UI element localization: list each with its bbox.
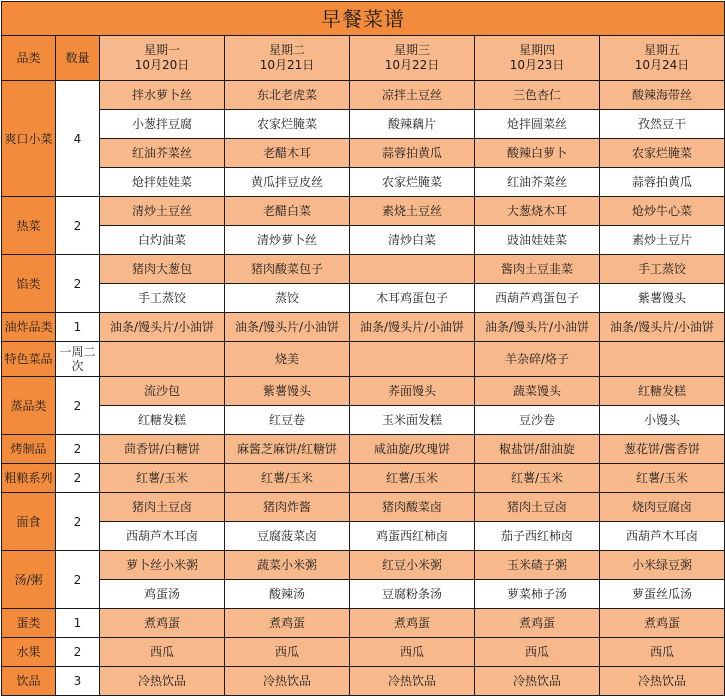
dish-cell: 鸡蛋西红柿卤 [350,522,475,551]
dish-cell: 红豆卷 [225,406,350,435]
menu-row [2,226,725,255]
dish-cell: 蒜蓉拍黄瓜 [350,139,475,168]
dish-cell: 油条/馒头片/小油饼 [475,313,600,342]
category-header: 品类 [2,36,56,81]
dish-cell: 豆腐菠菜卤 [225,522,350,551]
dish-cell: 三色杏仁 [475,81,600,110]
menu-row [2,580,725,609]
dish-cell [350,342,475,377]
dish-cell: 红油芥菜丝 [100,139,225,168]
dish-cell: 煮鸡蛋 [350,609,475,638]
dish-cell: 冷热饮品 [600,667,725,696]
menu-row [2,609,725,638]
dish-cell: 清炒萝卜丝 [225,226,350,255]
dish-cell: 白灼油菜 [100,226,225,255]
dish-cell: 猪肉大葱包 [100,255,225,284]
day-header [100,36,225,81]
dish-cell: 红薯/玉米 [600,464,725,493]
dish-cell: 豆腐粉条汤 [350,580,475,609]
category-cell: 馅类 [2,255,56,313]
dish-cell: 冷热饮品 [350,667,475,696]
day-header [350,36,475,81]
quantity-cell: 4 [56,81,100,197]
dish-cell: 蔬菜小米粥 [225,551,350,580]
dish-cell: 煮鸡蛋 [600,609,725,638]
menu-title: 早餐菜谱 [2,2,725,36]
dish-cell: 西瓜 [350,638,475,667]
dish-cell: 油条/馒头片/小油饼 [350,313,475,342]
menu-row [2,197,725,226]
dish-cell: 茴香饼/白糖饼 [100,435,225,464]
category-cell: 汤/粥 [2,551,56,609]
dish-cell: 黄瓜拌豆皮丝 [225,168,350,197]
dish-cell: 煮鸡蛋 [475,609,600,638]
dish-cell: 西葫芦鸡蛋包子 [475,284,600,313]
dish-cell: 猪肉土豆卤 [475,493,600,522]
dish-cell: 小米绿豆粥 [600,551,725,580]
quantity-cell: 2 [56,435,100,464]
dish-cell: 红豆小米粥 [350,551,475,580]
menu-row [2,667,725,696]
weekday-label: 星期五 [644,43,681,57]
dish-cell: 西瓜 [100,638,225,667]
dish-cell: 猪肉炸酱 [225,493,350,522]
dish-cell: 烧肉豆腐卤 [600,493,725,522]
dish-cell: 红糖发糕 [100,406,225,435]
dish-cell: 拌水萝卜丝 [100,81,225,110]
category-cell: 面食 [2,493,56,551]
menu-row [2,284,725,313]
dish-cell: 荞面馒头 [350,377,475,406]
dish-cell: 豉油娃娃菜 [475,226,600,255]
quantity-cell: 3 [56,667,100,696]
menu-row [2,638,725,667]
dish-cell: 西葫芦木耳卤 [600,522,725,551]
dish-cell [350,255,475,284]
menu-row [2,168,725,197]
quantity-header: 数量 [56,36,100,81]
dish-cell: 红薯/玉米 [100,464,225,493]
dish-cell: 冷热饮品 [225,667,350,696]
dish-cell: 紫薯馒头 [225,377,350,406]
dish-cell: 猪肉土豆卤 [100,493,225,522]
date-label: 10月24日 [634,58,690,72]
weekday-label: 星期一 [143,43,180,57]
date-label: 10月23日 [509,58,565,72]
dish-cell: 红薯/玉米 [350,464,475,493]
dish-cell: 炝炒牛心菜 [600,197,725,226]
dish-cell: 酱肉土豆韭菜 [475,255,600,284]
quantity-cell: 2 [56,464,100,493]
dish-cell: 东北老虎菜 [225,81,350,110]
dish-cell: 西葫芦木耳卤 [100,522,225,551]
menu-row [2,110,725,139]
dish-cell: 酸辣藕片 [350,110,475,139]
dish-cell [600,342,725,377]
date-label: 10月20日 [134,58,190,72]
weekday-label: 星期三 [393,43,430,57]
quantity-cell: 1 [56,609,100,638]
dish-cell [100,342,225,377]
menu-row [2,313,725,342]
dish-cell: 油条/馒头片/小油饼 [225,313,350,342]
dish-cell: 葱花饼/酱香饼 [600,435,725,464]
dish-cell: 红薯/玉米 [475,464,600,493]
category-cell: 特色菜品 [2,342,56,377]
dish-cell: 小馒头 [600,406,725,435]
dish-cell: 玉米碴子粥 [475,551,600,580]
category-cell: 爽口小菜 [2,81,56,197]
menu-row [2,493,725,522]
dish-cell: 农家烂腌菜 [600,139,725,168]
menu-row [2,522,725,551]
dish-cell: 麻酱芝麻饼/红糖饼 [225,435,350,464]
dish-cell: 冷热饮品 [100,667,225,696]
breakfast-menu-table [1,1,725,696]
menu-row [2,406,725,435]
day-header [225,36,350,81]
menu-row [2,139,725,168]
weekday-label: 星期四 [518,43,555,57]
dish-cell: 玉米面发糕 [350,406,475,435]
quantity-cell: 2 [56,551,100,609]
quantity-cell: 2 [56,377,100,435]
dish-cell: 酸辣汤 [225,580,350,609]
dish-cell: 手工蒸饺 [600,255,725,284]
dish-cell: 萝卜丝小米粥 [100,551,225,580]
menu-row [2,435,725,464]
quantity-cell: 2 [56,638,100,667]
dish-cell: 羊杂碎/烙子 [475,342,600,377]
weekday-label: 星期二 [268,43,305,57]
category-cell: 油炸品类 [2,313,56,342]
dish-cell: 西瓜 [475,638,600,667]
category-cell: 蒸品类 [2,377,56,435]
dish-cell: 红薯/玉米 [225,464,350,493]
dish-cell: 酸辣海带丝 [600,81,725,110]
category-cell: 烤制品 [2,435,56,464]
dish-cell: 西瓜 [600,638,725,667]
dish-cell: 鸡蛋汤 [100,580,225,609]
dish-cell: 萝菜柿子汤 [475,580,600,609]
quantity-cell: 1 [56,313,100,342]
dish-cell: 清炒白菜 [350,226,475,255]
dish-cell: 红糖发糕 [600,377,725,406]
category-cell: 水果 [2,638,56,667]
menu-row [2,342,725,377]
dish-cell: 素炒土豆片 [600,226,725,255]
dish-cell: 孜然豆干 [600,110,725,139]
dish-cell: 农家烂腌菜 [225,110,350,139]
dish-cell: 椒盐饼/甜油旋 [475,435,600,464]
dish-cell: 蔬菜馒头 [475,377,600,406]
category-cell: 粗粮系列 [2,464,56,493]
dish-cell: 小葱拌豆腐 [100,110,225,139]
dish-cell: 清炒土豆丝 [100,197,225,226]
quantity-cell: 2 [56,197,100,255]
dish-cell: 炝拌圆菜丝 [475,110,600,139]
dish-cell: 老醋白菜 [225,197,350,226]
dish-cell: 老醋木耳 [225,139,350,168]
dish-cell: 木耳鸡蛋包子 [350,284,475,313]
dish-cell: 蒜蓉拍黄瓜 [600,168,725,197]
quantity-cell: 2 [56,493,100,551]
dish-cell: 烧美 [225,342,350,377]
dish-cell: 西瓜 [225,638,350,667]
day-header [600,36,725,81]
menu-row [2,377,725,406]
dish-cell: 猪肉酸菜包子 [225,255,350,284]
dish-cell: 手工蒸饺 [100,284,225,313]
date-label: 10月21日 [259,58,315,72]
category-cell: 热菜 [2,197,56,255]
category-cell: 蛋类 [2,609,56,638]
quantity-cell: 一周二次 [56,342,100,377]
menu-row [2,81,725,110]
dish-cell: 煮鸡蛋 [225,609,350,638]
dish-cell: 猪肉酸菜卤 [350,493,475,522]
menu-row [2,551,725,580]
dish-cell: 咸油旋/玫瑰饼 [350,435,475,464]
date-label: 10月22日 [384,58,440,72]
dish-cell: 农家烂腌菜 [350,168,475,197]
dish-cell: 炝拌娃娃菜 [100,168,225,197]
dish-cell: 萝蛋丝瓜汤 [600,580,725,609]
dish-cell: 蒸饺 [225,284,350,313]
dish-cell: 茄子西红柿卤 [475,522,600,551]
dish-cell: 酸辣白萝卜 [475,139,600,168]
dish-cell: 豆沙卷 [475,406,600,435]
category-cell: 饮品 [2,667,56,696]
dish-cell: 煮鸡蛋 [100,609,225,638]
dish-cell: 素烧土豆丝 [350,197,475,226]
dish-cell: 流沙包 [100,377,225,406]
dish-cell: 凉拌土豆丝 [350,81,475,110]
dish-cell: 冷热饮品 [475,667,600,696]
dish-cell: 紫薯馒头 [600,284,725,313]
menu-row [2,464,725,493]
dish-cell: 油条/馒头片/小油饼 [600,313,725,342]
dish-cell: 大葱烧木耳 [475,197,600,226]
dish-cell: 红油芥菜丝 [475,168,600,197]
menu-row [2,255,725,284]
dish-cell: 油条/馒头片/小油饼 [100,313,225,342]
day-header [475,36,600,81]
quantity-cell: 2 [56,255,100,313]
